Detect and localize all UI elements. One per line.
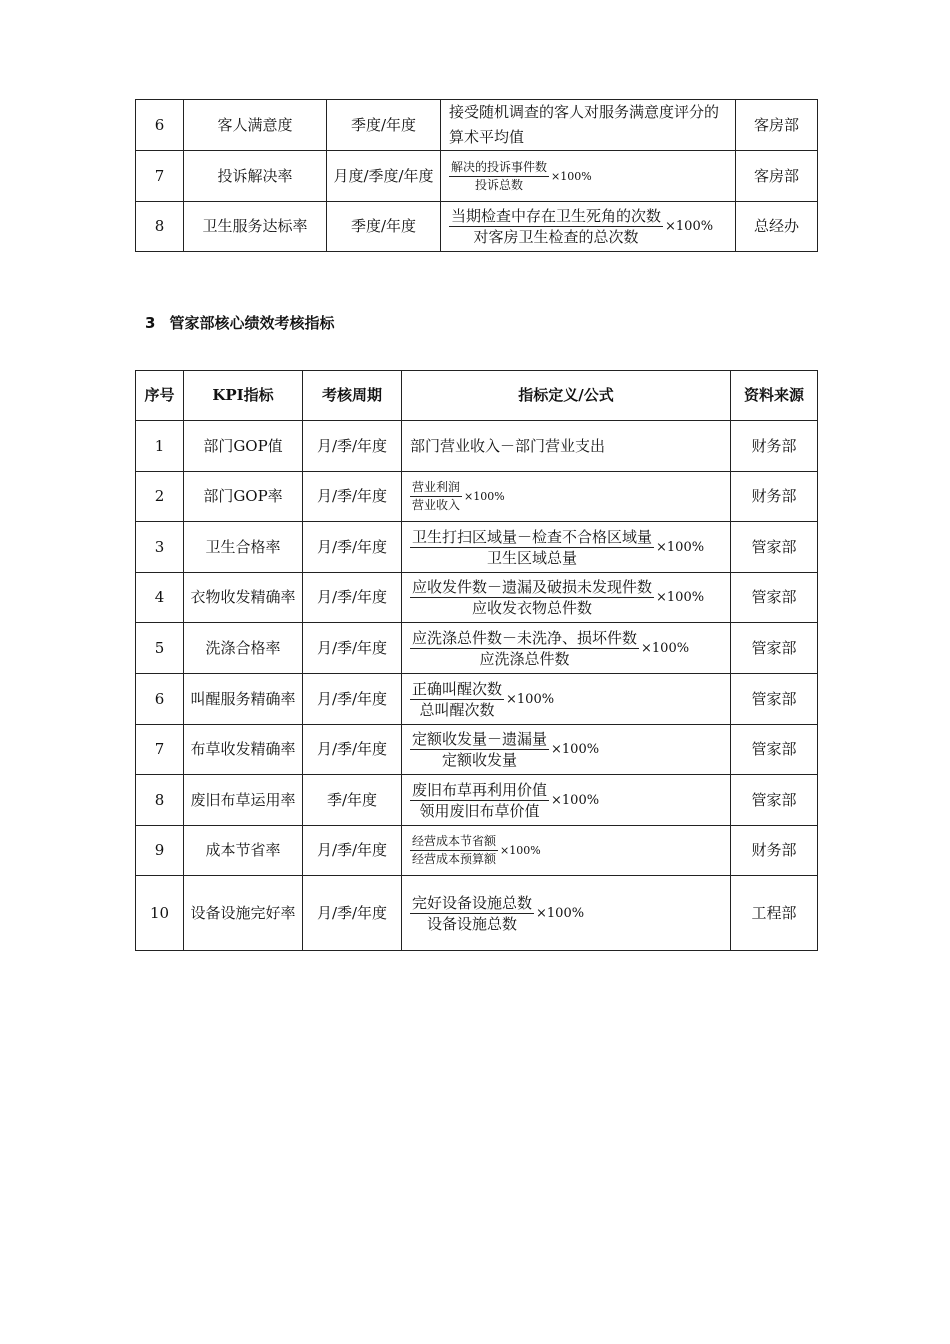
- header-kpi: KPI指标: [184, 371, 303, 421]
- formula-multiplier: ×100%: [464, 490, 505, 503]
- assessment-period: 月/季/年度: [303, 472, 402, 522]
- row-number: 6: [136, 100, 184, 151]
- definition-formula: [441, 151, 736, 202]
- definition-text: 部门营业收入－部门营业支出: [402, 421, 731, 472]
- definition-formula: [402, 472, 731, 522]
- kpi-name: 布草收发精确率: [184, 725, 303, 775]
- formula-numerator: 卫生打扫区域量－检查不合格区域量: [412, 527, 653, 546]
- table-row: [136, 876, 818, 951]
- assessment-period: 月/季/年度: [303, 522, 402, 573]
- section-number: 3: [145, 314, 156, 332]
- formula-denominator: 定额收发量: [442, 751, 518, 769]
- formula-numerator: 应收发件数－遗漏及破损未发现件数: [412, 578, 653, 596]
- table-row: [136, 151, 818, 202]
- row-number: 3: [136, 522, 184, 573]
- kpi-name: 部门GOP值: [184, 421, 303, 472]
- table-header-row: [136, 371, 818, 421]
- table-row: [136, 522, 818, 573]
- formula-multiplier: ×100%: [665, 219, 714, 234]
- formula-multiplier: ×100%: [641, 640, 690, 656]
- kpi-name: 客人满意度: [184, 100, 327, 151]
- formula: [410, 893, 584, 934]
- table-row: [136, 472, 818, 522]
- data-source: 客房部: [736, 100, 818, 151]
- row-number: 6: [136, 674, 184, 725]
- data-source: 财务部: [731, 826, 818, 876]
- assessment-period: 月/季/年度: [303, 573, 402, 623]
- formula-numerator: 应洗涤总件数－未洗净、损坏件数: [412, 628, 638, 647]
- data-source: 管家部: [731, 674, 818, 725]
- formula: [410, 527, 704, 568]
- header-definition: 指标定义/公式: [402, 371, 731, 421]
- formula: [410, 679, 554, 720]
- assessment-period: 月/季/年度: [303, 623, 402, 674]
- formula-denominator: 设备设施总数: [427, 914, 518, 933]
- data-source: 财务部: [731, 472, 818, 522]
- assessment-period: 季度/年度: [327, 202, 441, 252]
- formula-numerator: 完好设备设施总数: [412, 893, 533, 912]
- definition-formula: [402, 573, 731, 623]
- assessment-period: 月/季/年度: [303, 674, 402, 725]
- formula-denominator: 总叫醒次数: [419, 700, 495, 719]
- data-source: 客房部: [736, 151, 818, 202]
- formula-numerator: 定额收发量－遗漏量: [412, 730, 548, 748]
- row-number: 7: [136, 725, 184, 775]
- formula-multiplier: ×100%: [551, 742, 600, 757]
- formula-denominator: 应洗涤总件数: [479, 649, 570, 668]
- table-row: [136, 421, 818, 472]
- formula: [449, 159, 592, 194]
- table-row: [136, 100, 818, 151]
- data-source: 管家部: [731, 573, 818, 623]
- formula-denominator: 领用废旧布草价值: [419, 801, 540, 820]
- header-source: 资料来源: [731, 371, 818, 421]
- kpi-name: 部门GOP率: [184, 472, 303, 522]
- kpi-name: 衣物收发精确率: [184, 573, 303, 623]
- data-source: 管家部: [731, 623, 818, 674]
- formula-denominator: 应收发衣物总件数: [472, 599, 593, 617]
- formula: [410, 729, 599, 770]
- assessment-period: 月/季/年度: [303, 725, 402, 775]
- definition-formula: [402, 876, 731, 951]
- assessment-period: 月/季/年度: [303, 876, 402, 951]
- table-row: [136, 573, 818, 623]
- data-source: 总经办: [736, 202, 818, 252]
- formula-numerator: 正确叫醒次数: [412, 679, 503, 698]
- data-source: 财务部: [731, 421, 818, 472]
- definition-formula: [402, 674, 731, 725]
- kpi-table-continued: [135, 99, 818, 252]
- table-row: [136, 623, 818, 674]
- formula-denominator: 对客房卫生检查的总次数: [473, 228, 639, 246]
- data-source: 工程部: [731, 876, 818, 951]
- assessment-period: 季/年度: [303, 775, 402, 826]
- formula-multiplier: ×100%: [656, 590, 705, 605]
- definition-formula: [402, 623, 731, 674]
- formula-numerator: 营业利润: [410, 479, 462, 497]
- formula-numerator: 解决的投诉事件数: [449, 159, 549, 177]
- section-title: 管家部核心绩效考核指标: [169, 314, 335, 332]
- kpi-table: [135, 370, 818, 951]
- header-no: 序号: [136, 371, 184, 421]
- formula-multiplier: ×100%: [500, 844, 541, 857]
- definition-text: 接受随机调查的客人对服务满意度评分的算术平均值: [441, 100, 736, 151]
- section-heading: [145, 312, 334, 333]
- formula-multiplier: ×100%: [551, 792, 600, 808]
- formula-multiplier: ×100%: [506, 691, 555, 707]
- assessment-period: 月/季/年度: [303, 421, 402, 472]
- row-number: 10: [136, 876, 184, 951]
- data-source: 管家部: [731, 775, 818, 826]
- data-source: 管家部: [731, 522, 818, 573]
- definition-formula: [402, 522, 731, 573]
- row-number: 9: [136, 826, 184, 876]
- row-number: 1: [136, 421, 184, 472]
- formula: [410, 628, 689, 669]
- formula-multiplier: ×100%: [536, 905, 585, 921]
- kpi-name: 卫生服务达标率: [184, 202, 327, 252]
- table-row: [136, 202, 818, 252]
- definition-formula: [402, 725, 731, 775]
- definition-formula: [402, 826, 731, 876]
- kpi-name: 投诉解决率: [184, 151, 327, 202]
- row-number: 5: [136, 623, 184, 674]
- table-row: [136, 775, 818, 826]
- kpi-name: 设备设施完好率: [184, 876, 303, 951]
- formula-numerator: 废旧布草再利用价值: [412, 780, 548, 799]
- table-row: [136, 826, 818, 876]
- row-number: 8: [136, 775, 184, 826]
- formula-numerator: 当期检查中存在卫生死角的次数: [451, 207, 662, 225]
- formula-denominator: 卫生区域总量: [487, 548, 578, 567]
- kpi-name: 废旧布草运用率: [184, 775, 303, 826]
- data-source: 管家部: [731, 725, 818, 775]
- formula: [410, 833, 541, 868]
- formula-denominator: 经营成本预算额: [412, 852, 497, 866]
- table-row: [136, 725, 818, 775]
- row-number: 2: [136, 472, 184, 522]
- assessment-period: 月/季/年度: [303, 826, 402, 876]
- row-number: 7: [136, 151, 184, 202]
- formula-multiplier: ×100%: [551, 169, 592, 183]
- formula: [410, 479, 505, 514]
- kpi-name: 卫生合格率: [184, 522, 303, 573]
- definition-formula: [402, 775, 731, 826]
- kpi-name: 叫醒服务精确率: [184, 674, 303, 725]
- table-row: [136, 674, 818, 725]
- assessment-period: 月度/季度/年度: [327, 151, 441, 202]
- formula-denominator: 投诉总数: [475, 177, 524, 192]
- row-number: 8: [136, 202, 184, 252]
- definition-formula: [441, 202, 736, 252]
- assessment-period: 季度/年度: [327, 100, 441, 151]
- formula: [449, 206, 713, 247]
- kpi-name: 成本节省率: [184, 826, 303, 876]
- formula-denominator: 营业收入: [412, 498, 461, 512]
- header-period: 考核周期: [303, 371, 402, 421]
- formula-multiplier: ×100%: [656, 539, 705, 555]
- formula: [410, 780, 599, 821]
- kpi-name: 洗涤合格率: [184, 623, 303, 674]
- row-number: 4: [136, 573, 184, 623]
- formula-numerator: 经营成本节省额: [410, 833, 498, 851]
- formula: [410, 577, 704, 618]
